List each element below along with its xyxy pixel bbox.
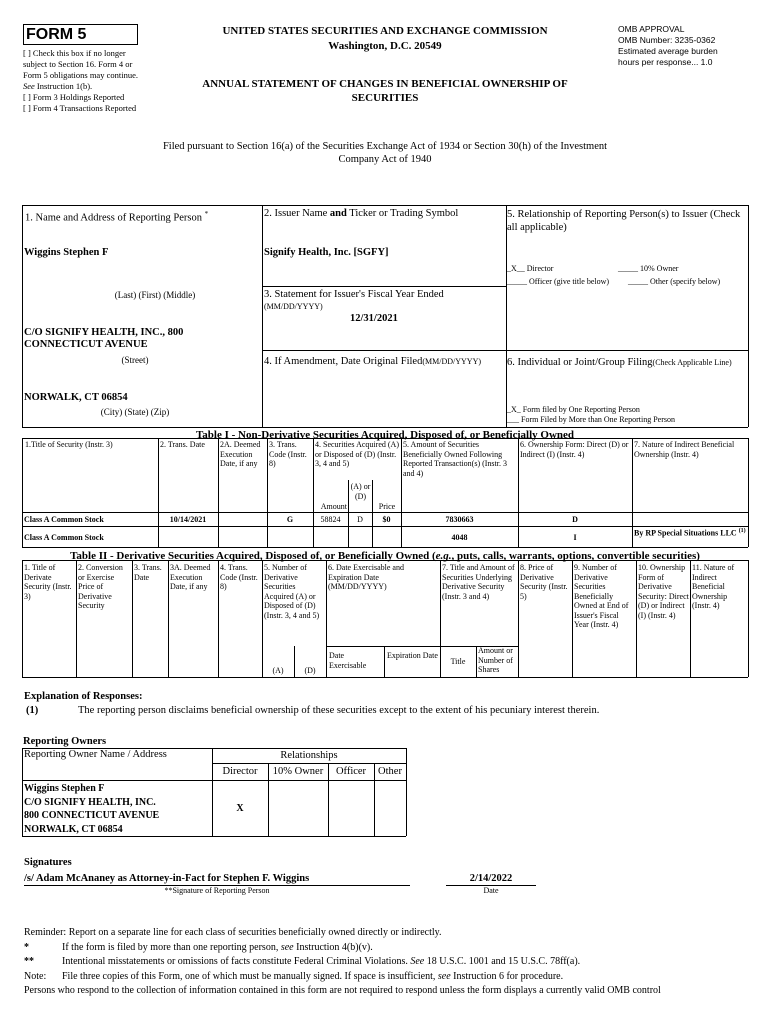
form-title: FORM 5	[26, 26, 87, 43]
t1-row2-owned: 4048	[451, 533, 468, 542]
owners-col-other: Other	[378, 766, 402, 777]
table1-title: Table I - Non-Derivative Securities Acquired, Disposed of, or Beneficially Owned	[195, 429, 575, 441]
t1-header-a-or-d: (A) or (D)	[350, 482, 371, 501]
t2-header-underlying: 7. Title and Amount of Securities Underlying Derivative Security (Instr. 3 and 4)	[442, 563, 515, 601]
t1-row1-amount: 58824	[320, 515, 341, 524]
t1-header-date: 2. Trans. Date	[160, 440, 205, 449]
t2-header-amount-shares: Amount or Number of Shares	[478, 646, 513, 674]
owners-col-ten-pct: 10% Owner	[272, 766, 324, 777]
footer-reminder: Reminder: Report on a separate line for each class of securities beneficially owned directly or indirectly.	[24, 927, 442, 938]
t1-row1-owned: 7830663	[445, 515, 474, 524]
street-sub-label: (Street)	[121, 355, 149, 365]
footer-persons: Persons who respond to the collection of information contained in this form are not required to respond unless the form displays a currently valid OMB control	[24, 985, 661, 996]
city-sub-label: (City) (State) (Zip)	[100, 407, 170, 417]
t2-header-date: 3. Trans. Date	[134, 563, 162, 582]
box3-label: 3. Statement for Issuer's Fiscal Year Ended	[264, 289, 444, 300]
t2-header-number: 5. Number of Derivative Securities Acquired (A) or Disposed of (D) (Instr. 3, 4 and 5)	[264, 563, 320, 620]
box3-sub: (MM/DD/YYYY)	[264, 302, 323, 311]
owner-director-mark: X	[236, 803, 244, 814]
t2-header-ownership-form: 10. Ownership Form of Derivative Security: Direct (D) or Indirect (I) (Instr. 4)	[638, 563, 689, 620]
footer-notes	[24, 926, 764, 999]
box6-label: 6. Individual or Joint/Group Filing(Check Applicable Line)	[507, 357, 732, 368]
statement-title: ANNUAL STATEMENT OF CHANGES IN BENEFICIAL OWNERSHIP OF SECURITIES	[202, 78, 568, 104]
agency-name: UNITED STATES SECURITIES AND EXCHANGE COMMISSION	[222, 25, 548, 37]
t1-row2-nature: By RP Special Situations LLC $^{(1)}$	[634, 528, 746, 538]
filing-more-than-one: ___ Form Filed by More than One Reporting Person	[507, 415, 675, 424]
owner-row: Wiggins Stephen F C/O SIGNIFY HEALTH, INC. 800 CONNECTICUT AVENUE NORWALK, CT 06854	[24, 783, 160, 835]
owners-col-name: Reporting Owner Name / Address	[24, 749, 167, 760]
t2-header-date-exercisable: Date Exercisable	[329, 651, 367, 670]
signature-sub: **Signature of Reporting Person	[164, 886, 270, 895]
t2-header-deemed: 3A. Deemed Execution Date, if any	[170, 563, 211, 591]
footer-double-star: ** Intentional misstatements or omissions of facts constitute Federal Criminal Violations. See 18 U.S.C. 1001 and 15 U.S.C. 78ff(a).	[24, 956, 581, 967]
filing-one-person: _X_ Form filed by One Reporting Person	[507, 405, 640, 414]
omb-approval: OMB APPROVAL OMB Number: 3235-0362 Estimated average burden hours per response... 1.0	[618, 24, 718, 67]
box2-label: 2. Issuer Name and Ticker or Trading Symbol	[264, 208, 459, 219]
form-checkboxes	[23, 48, 151, 114]
agency-location: Washington, D.C. 20549	[328, 40, 442, 52]
t2-header-owned: 9. Number of Derivative Securities Beneficially Owned at End of Issuer's Fiscal Year (Instr. 4)	[574, 563, 629, 629]
t1-header-deemed: 2A. Deemed Execution Date, if any	[220, 440, 261, 468]
checkbox-form3-holdings[interactable]: [ ] Form 3 Holdings Reported	[23, 92, 125, 102]
t1-row1-date: 10/14/2021	[169, 515, 207, 524]
relationship-ten-pct-owner: _____ 10% Owner	[618, 264, 679, 273]
reporting-person-street: C/O SIGNIFY HEALTH, INC., 800 CONNECTICUT AVENUE	[24, 327, 184, 350]
table-row: Class A Common Stock	[24, 515, 104, 524]
t2-header-expiration: Expiration Date	[387, 651, 438, 660]
t1-row2-form: I	[573, 533, 577, 542]
checkbox-form4-transactions[interactable]: [ ] Form 4 Transactions Reported	[23, 103, 137, 113]
signature-line: /s/ Adam McAnaney as Attorney-in-Fact for Stephen F. Wiggins	[24, 872, 410, 886]
t1-header-code: 3. Trans. Code (Instr. 8)	[269, 440, 307, 468]
t1-row1-code: G	[286, 515, 294, 524]
relationship-director: _X__ Director	[507, 264, 554, 273]
issuer-name: Signify Health, Inc. [SGFY]	[264, 247, 389, 258]
t1-header-amount-owned: 5. Amount of Securities Beneficially Owned Following Reported Transaction(s) (Instr. 3 and 4)	[403, 440, 507, 478]
reporting-person-city: NORWALK, CT 06854	[24, 392, 128, 403]
form-title-box	[23, 24, 138, 45]
t2-header-conversion: 2. Conversion or Exercise Price of Derivative Security	[78, 563, 123, 610]
t1-header-title: 1.Title of Security (Instr. 3)	[25, 440, 113, 449]
table-row: Class A Common Stock	[24, 533, 104, 542]
checkbox-no-longer-subject[interactable]: [ ] Check this box if no longer subject to Section 16. Form 4 or Form 5 obligations may continue. See Instruction 1(b).	[23, 48, 138, 91]
t1-row1-price: $0	[382, 515, 391, 524]
footer-star: * If the form is filed by more than one reporting person, see Instruction 4(b)(v).	[24, 941, 373, 953]
fiscal-year-ended: 12/31/2021	[350, 313, 398, 324]
t2-header-price: 8. Price of Derivative Security (Instr. 5)	[520, 563, 568, 601]
owners-col-director: Director	[222, 766, 258, 777]
reporting-person-name: Wiggins Stephen F	[24, 247, 109, 258]
explanation-heading: Explanation of Responses:	[24, 691, 143, 702]
name-sub-label: (Last) (First) (Middle)	[114, 290, 196, 300]
t2-header-d: (D)	[304, 666, 316, 675]
filed-pursuant: Filed pursuant to Section 16(a) of the Securities Exchange Act of 1934 or Section 30(h) of the Investment Company Act of 1940	[162, 141, 608, 165]
box5-label: 5. Relationship of Reporting Person(s) to Issuer (Check all applicable)	[507, 209, 741, 233]
box1-label: 1. Name and Address of Reporting Person *	[25, 210, 209, 224]
footer-note: Note: File three copies of this Form, one of which must be manually signed. If space is insufficient, see Instruction 6 for procedure.	[24, 970, 564, 982]
t1-header-ownership-form: 6. Ownership Form: Direct (D) or Indirect (I) (Instr. 4)	[520, 440, 629, 459]
t1-header-amount: Amount	[320, 502, 347, 511]
t2-header-nature: 11. Nature of Indirect Beneficial Ownership (Instr. 4)	[692, 563, 735, 610]
t2-header-code: 4. Trans. Code (Instr. 8)	[220, 563, 258, 591]
t1-row1-form: D	[572, 515, 578, 524]
relationship-officer: _____ Officer (give title below)	[507, 277, 610, 286]
explanation-number: (1)	[26, 705, 39, 716]
signature-date: 2/14/2022	[446, 872, 536, 886]
owners-col-relationships: Relationships	[280, 750, 338, 761]
t2-header-exercisable: 6. Date Exercisable and Expiration Date (MM/DD/YYYY)	[328, 563, 404, 591]
t1-row1-aord: D	[357, 515, 363, 524]
t2-header-title: 1. Title of Derivate Security (Instr. 3)	[24, 563, 72, 601]
owners-col-officer: Officer	[335, 766, 367, 777]
explanation-text: The reporting person disclaims beneficial ownership of these securities except to the extent of his pecuniary interest therein.	[78, 705, 600, 716]
t1-header-nature: 7. Nature of Indirect Beneficial Ownership (Instr. 4)	[634, 440, 735, 459]
table2-title: Table II - Derivative Securities Acquired, Disposed of, or Beneficially Owned (e.g., puts, calls, warrants, options, convertible securities)	[70, 550, 700, 562]
t1-header-price: Price	[378, 502, 396, 511]
box4-label: 4. If Amendment, Date Original Filed(MM/DD/YYYY)	[264, 356, 482, 367]
t2-header-a: (A)	[272, 666, 284, 675]
t2-header-title2: Title	[450, 657, 466, 666]
relationship-other: _____ Other (specify below)	[628, 277, 721, 286]
t1-header-securities: 4. Securities Acquired (A) or Disposed of (D) (Instr. 3, 4 and 5)	[315, 440, 399, 468]
owners-heading: Reporting Owners	[23, 736, 107, 747]
signatures-heading: Signatures	[24, 857, 72, 868]
date-sub: Date	[483, 886, 499, 895]
